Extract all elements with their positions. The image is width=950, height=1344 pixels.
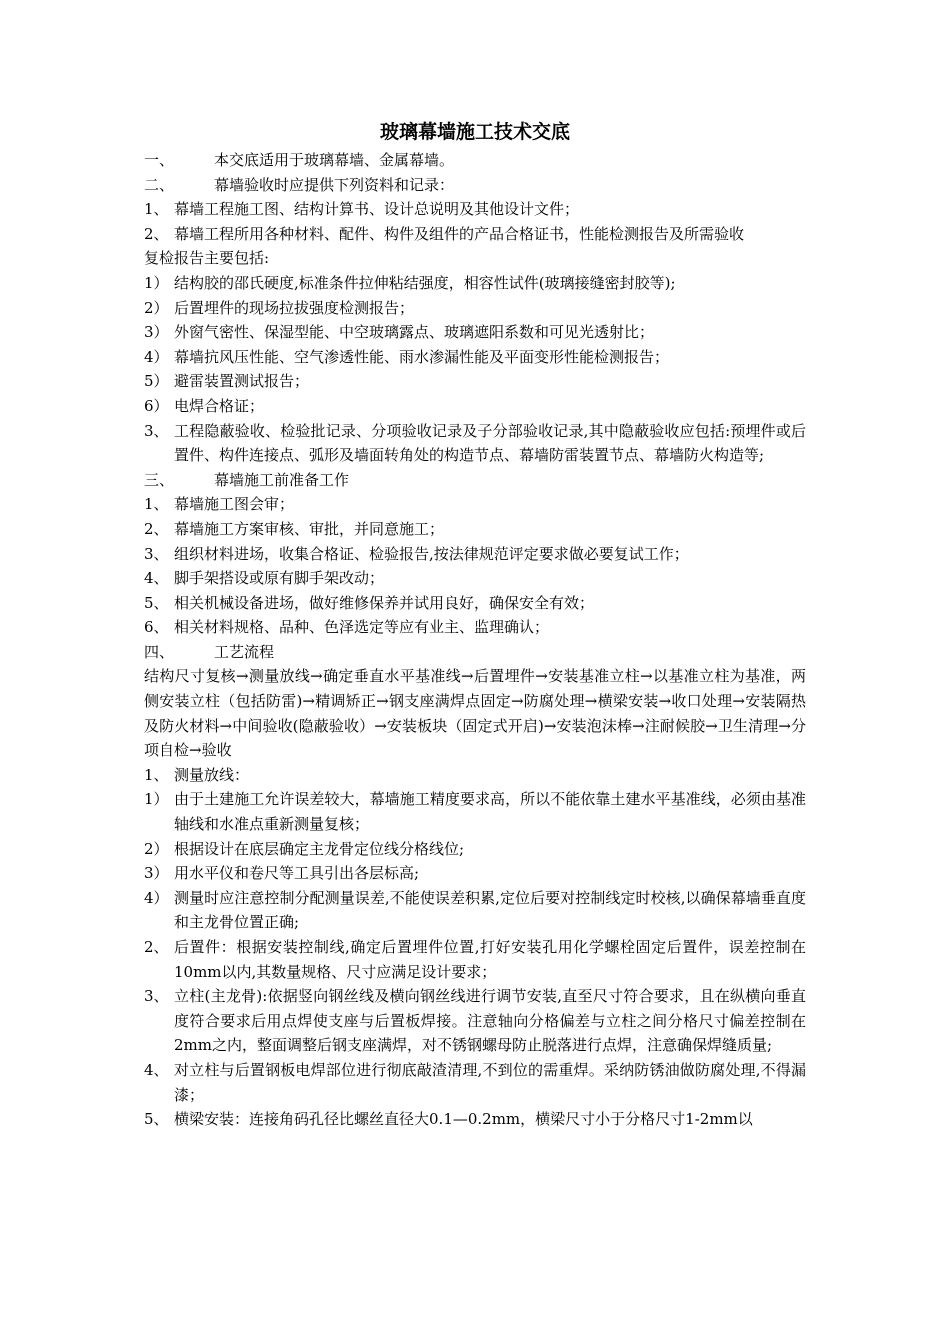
item-number: 3、 bbox=[144, 544, 169, 563]
item-text: 幕墙抗风压性能、空气渗透性能、雨水渗漏性能及平面变形性能检测报告； bbox=[174, 347, 670, 366]
section-text: 本交底适用于玻璃幕墙、金属幕墙。 bbox=[214, 151, 455, 169]
item-text: 后置件：根据安装控制线,确定后置埋件位置,打好安装孔用化学螺栓固定后置件，误差控制在10mm以内,其数量规格、尺寸应满足设计要求； bbox=[174, 938, 806, 981]
section-text: 幕墙验收时应提供下列资料和记录： bbox=[214, 175, 455, 194]
item-text: 结构胶的邵氏硬度,标准条件拉伸粘结强度，相容性试件(玻璃接缝密封胶等); bbox=[174, 273, 676, 292]
section-text: 工艺流程 bbox=[214, 642, 275, 661]
list-item bbox=[144, 222, 806, 247]
item-text: 避雷装置测试报告； bbox=[174, 372, 310, 391]
list-item bbox=[144, 271, 806, 296]
item-number: 5、 bbox=[144, 1110, 169, 1129]
item-text: 相关机械设备进场，做好维修保养并试用良好，确保安全有效； bbox=[174, 593, 595, 612]
list-item bbox=[144, 984, 806, 1058]
list-item bbox=[144, 542, 806, 567]
item-text: 横梁安装：连接角码孔径比螺丝直径大0.1—0.2mm，横梁尺寸小于分格尺寸1-2mm以 bbox=[174, 1110, 753, 1129]
list-item bbox=[144, 763, 806, 788]
recheck-intro: 复检报告主要包括: bbox=[144, 249, 270, 268]
item-number: 2、 bbox=[144, 224, 169, 243]
process-flow: 结构尺寸复核→测量放线→确定垂直水平基准线→后置埋件→安装基准立柱→以基准立柱为基准，两侧安装立柱（包括防雷)→精调矫正→钢支座满焊点固定→防腐处理→横梁安装→收口处理→安装隔热及防火材料→中间验收(隐蔽验收）→安装板块（固定式开启)→安装泡沫棒→注耐候胶→卫生清理→分项自检→验收 bbox=[144, 667, 806, 760]
item-text: 外窗气密性、保湿型能、中空玻璃露点、玻璃遮阳系数和可见光透射比； bbox=[174, 323, 655, 342]
item-number: 6、 bbox=[144, 618, 169, 637]
item-number: 3） bbox=[144, 323, 169, 342]
list-item bbox=[144, 615, 806, 640]
item-number: 1、 bbox=[144, 765, 169, 784]
item-number: 1、 bbox=[144, 200, 169, 219]
list-item bbox=[144, 296, 806, 321]
list-item bbox=[144, 566, 806, 591]
item-number: 5） bbox=[144, 372, 169, 391]
item-number: 1） bbox=[144, 273, 169, 292]
item-text: 立柱(主龙骨):依据竖向钢丝线及横向钢丝线进行调节安装,直至尺寸符合要求，且在纵横向垂直度符合要求后用点焊使支座与后置板焊接。注意轴向分格偏差与立柱之间分格尺寸偏差控制在2mm之内，整面调整后钢支座满焊，对不锈钢螺母防止脱落进行点焊，注意确保焊缝质量; bbox=[174, 987, 806, 1055]
item-number: 4、 bbox=[144, 569, 169, 588]
list-item bbox=[144, 861, 806, 886]
item-number: 2、 bbox=[144, 938, 169, 956]
section-4-heading bbox=[144, 640, 806, 665]
list-item bbox=[144, 369, 806, 394]
list-item bbox=[144, 345, 806, 370]
item-number: 2、 bbox=[144, 519, 169, 538]
item-text: 相关材料规格、品种、色泽选定等应有业主、监理确认； bbox=[174, 618, 550, 637]
item-text: 后置埋件的现场拉拔强度检测报告； bbox=[174, 298, 415, 317]
item-number: 2） bbox=[144, 839, 169, 858]
item-text: 测量时应注意控制分配测量误差,不能使误差积累,定位后要对控制线定时校核,以确保幕墙垂直度和主龙骨位置正确; bbox=[174, 888, 806, 932]
item-number: 6） bbox=[144, 396, 169, 415]
item-text: 脚手架搭设或原有脚手架改动； bbox=[174, 569, 385, 588]
item-number: 1、 bbox=[144, 495, 169, 514]
section-number: 四、 bbox=[144, 642, 175, 661]
section-number: 一、 bbox=[144, 151, 175, 169]
document-body bbox=[144, 118, 806, 1132]
section-1-heading bbox=[144, 148, 806, 173]
item-number: 4） bbox=[144, 888, 169, 907]
item-text: 幕墙工程施工图、结构计算书、设计总说明及其他设计文件； bbox=[174, 200, 580, 219]
list-item bbox=[144, 837, 806, 862]
item-text: 根据设计在底层确定主龙骨定位线分格线位; bbox=[174, 839, 465, 858]
section-2-heading bbox=[144, 173, 806, 198]
item-text: 用水平仪和卷尺等工具引出各层标高; bbox=[174, 864, 420, 883]
item-number: 3、 bbox=[144, 421, 169, 440]
list-item bbox=[144, 591, 806, 616]
item-text: 幕墙工程所用各种材料、配件、构件及组件的产品合格证书，性能检测报告及所需验收 bbox=[174, 224, 745, 243]
list-item bbox=[144, 394, 806, 419]
list-item bbox=[144, 935, 806, 984]
item-number: 4） bbox=[144, 347, 169, 366]
list-item bbox=[144, 787, 806, 836]
item-text: 测量放线： bbox=[174, 765, 250, 784]
list-item bbox=[144, 886, 806, 935]
list-item bbox=[144, 1107, 806, 1132]
item-number: 1） bbox=[144, 790, 169, 809]
list-item bbox=[144, 492, 806, 517]
item-text: 对立柱与后置钢板电焊部位进行彻底敲渣清理,不到位的需重焊。采纳防锈油做防腐处理,不得漏漆； bbox=[174, 1060, 806, 1104]
item-number: 3） bbox=[144, 864, 169, 883]
list-item bbox=[144, 197, 806, 222]
item-number: 5、 bbox=[144, 593, 169, 612]
document-title: 玻璃幕墙施工技术交底 bbox=[379, 121, 570, 143]
list-item bbox=[144, 320, 806, 345]
item-number: 3、 bbox=[144, 987, 169, 1006]
section-3-heading bbox=[144, 468, 806, 493]
item-text: 工程隐蔽验收、检验批记录、分项验收记录及子分部验收记录,其中隐蔽验收应包括:预埋件或后置件、构件连接点、弧形及墙面转角处的构造节点、幕墙防雷装置节点、幕墙防火构造等; bbox=[174, 421, 806, 465]
list-item bbox=[144, 419, 806, 468]
item-text: 幕墙施工方案审核、审批，并同意施工； bbox=[174, 519, 445, 538]
list-item bbox=[144, 1058, 806, 1107]
item-number: 4、 bbox=[144, 1060, 169, 1079]
item-text: 由于土建施工允许误差较大，幕墙施工精度要求高，所以不能依靠土建水平基准线，必须由基准轴线和水准点重新测量复核； bbox=[174, 790, 806, 834]
list-item bbox=[144, 517, 806, 542]
section-number: 三、 bbox=[144, 470, 175, 489]
section-number: 二、 bbox=[144, 175, 175, 194]
item-text: 组织材料进场，收集合格证、检验报告,按法律规范评定要求做必要复试工作； bbox=[174, 544, 689, 563]
section-text: 幕墙施工前准备工作 bbox=[214, 470, 350, 489]
item-text: 电焊合格证； bbox=[174, 396, 265, 415]
item-text: 幕墙施工图会审； bbox=[174, 495, 295, 514]
item-number: 2） bbox=[144, 298, 169, 317]
